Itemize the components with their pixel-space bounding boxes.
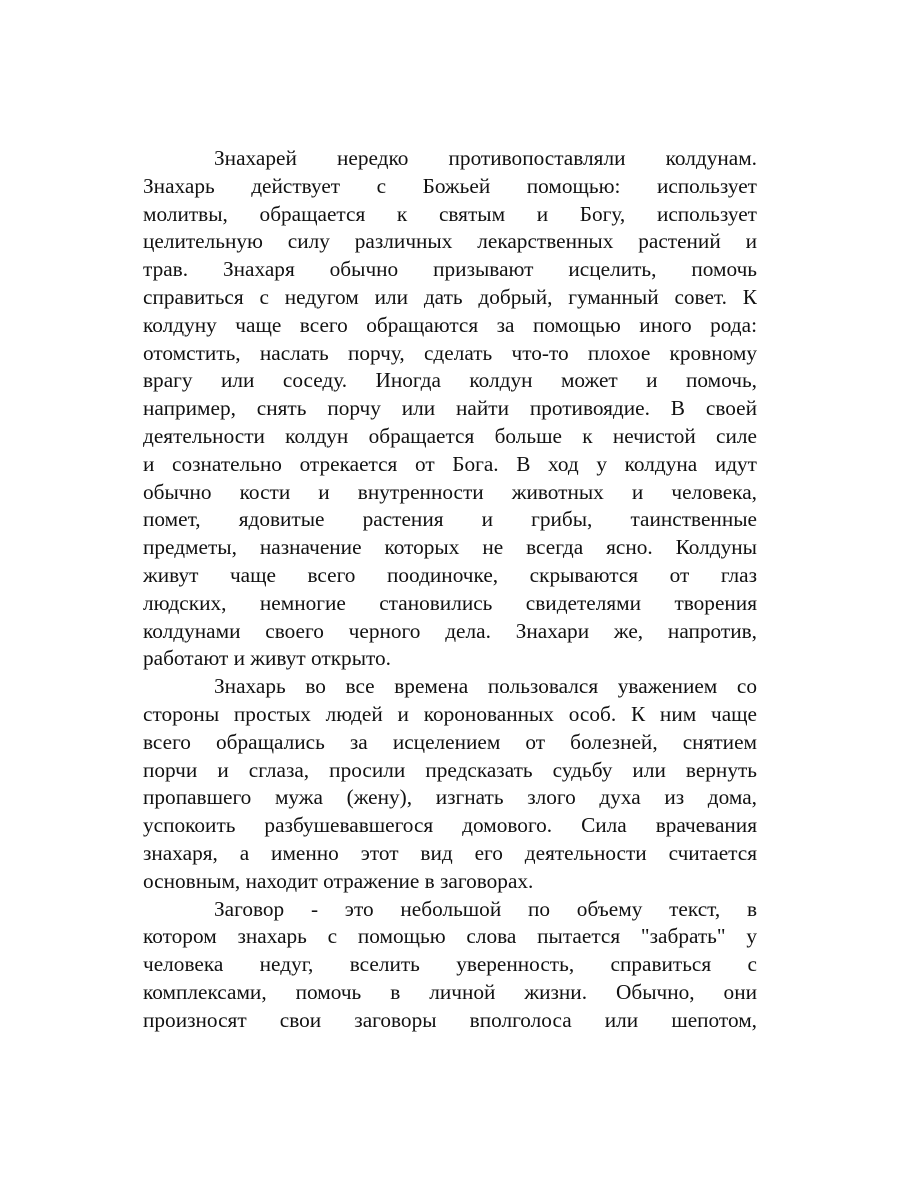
text-line: отомстить, наслать порчу, сделать что-то плохое кровному bbox=[143, 340, 757, 365]
text-line: трав. Знахаря обычно призывают исцелить, помочь bbox=[143, 257, 757, 282]
text-line: работают и живут открыто. bbox=[143, 646, 392, 671]
text-line: колдунами своего черного дела. Знахари же, напротив, bbox=[143, 618, 757, 643]
text-line: стороны простых людей и коронованных особ. К ним чаще bbox=[143, 701, 757, 726]
text-line: колдуну чаще всего обращаются за помощью иного рода: bbox=[143, 312, 757, 337]
text-line: пропавшего мужа (жену), изгнать злого духа из дома, bbox=[143, 785, 757, 810]
text-line: помет, ядовитые растения и грибы, таинственные bbox=[143, 507, 757, 532]
text-line: деятельности колдун обращается больше к нечистой силе bbox=[143, 423, 757, 448]
text-line: Знахарь во все времена пользовался уважением со bbox=[214, 674, 757, 699]
text-line: врагу или соседу. Иногда колдун может и помочь, bbox=[143, 368, 757, 393]
text-line: молитвы, обращается к святым и Богу, использует bbox=[143, 201, 757, 226]
text-line: Знахарей нередко противопоставляли колдунам. bbox=[214, 146, 757, 170]
text-line: знахаря, а именно этот вид его деятельности считается bbox=[143, 840, 757, 865]
text-line: например, снять порчу или найти противоядие. В своей bbox=[143, 396, 757, 421]
text-line: предметы, назначение которых не всегда ясно. Колдуны bbox=[143, 535, 757, 560]
text-line: произносят свои заговоры вполголоса или шепотом, bbox=[143, 1007, 757, 1032]
text-line: человека недуг, вселить уверенность, справиться с bbox=[143, 952, 757, 977]
text-line: основным, находит отражение в заговорах. bbox=[143, 868, 534, 893]
text-line: всего обращались за исцелением от болезней, снятием bbox=[143, 729, 757, 754]
paragraph-2 bbox=[143, 673, 757, 895]
text-line: справиться с недугом или дать добрый, гуманный совет. К bbox=[143, 284, 757, 309]
text-line: порчи и сглаза, просили предсказать судьбу или вернуть bbox=[143, 757, 757, 782]
text-line: Знахарь действует с Божьей помощью: использует bbox=[143, 173, 757, 198]
text-line: успокоить разбушевавшегося домового. Сила врачевания bbox=[143, 813, 757, 838]
text-line: целительную силу различных лекарственных растений и bbox=[143, 229, 757, 254]
body-text bbox=[143, 145, 757, 1035]
text-line: и сознательно отрекается от Бога. В ход у колдуна идут bbox=[143, 451, 757, 476]
text-line: людских, немногие становились свидетелями творения bbox=[143, 590, 757, 615]
text-line: комплексами, помочь в личной жизни. Обычно, они bbox=[143, 979, 757, 1004]
text-line: Заговор - это небольшой по объему текст, в bbox=[214, 896, 757, 921]
text-line: котором знахарь с помощью слова пытается "забрать" у bbox=[143, 924, 757, 949]
text-line: обычно кости и внутренности животных и человека, bbox=[143, 479, 757, 504]
paragraph-3 bbox=[143, 896, 757, 1035]
paragraph-1 bbox=[143, 145, 757, 673]
text-line: живут чаще всего поодиночке, скрываются от глаз bbox=[143, 562, 757, 587]
